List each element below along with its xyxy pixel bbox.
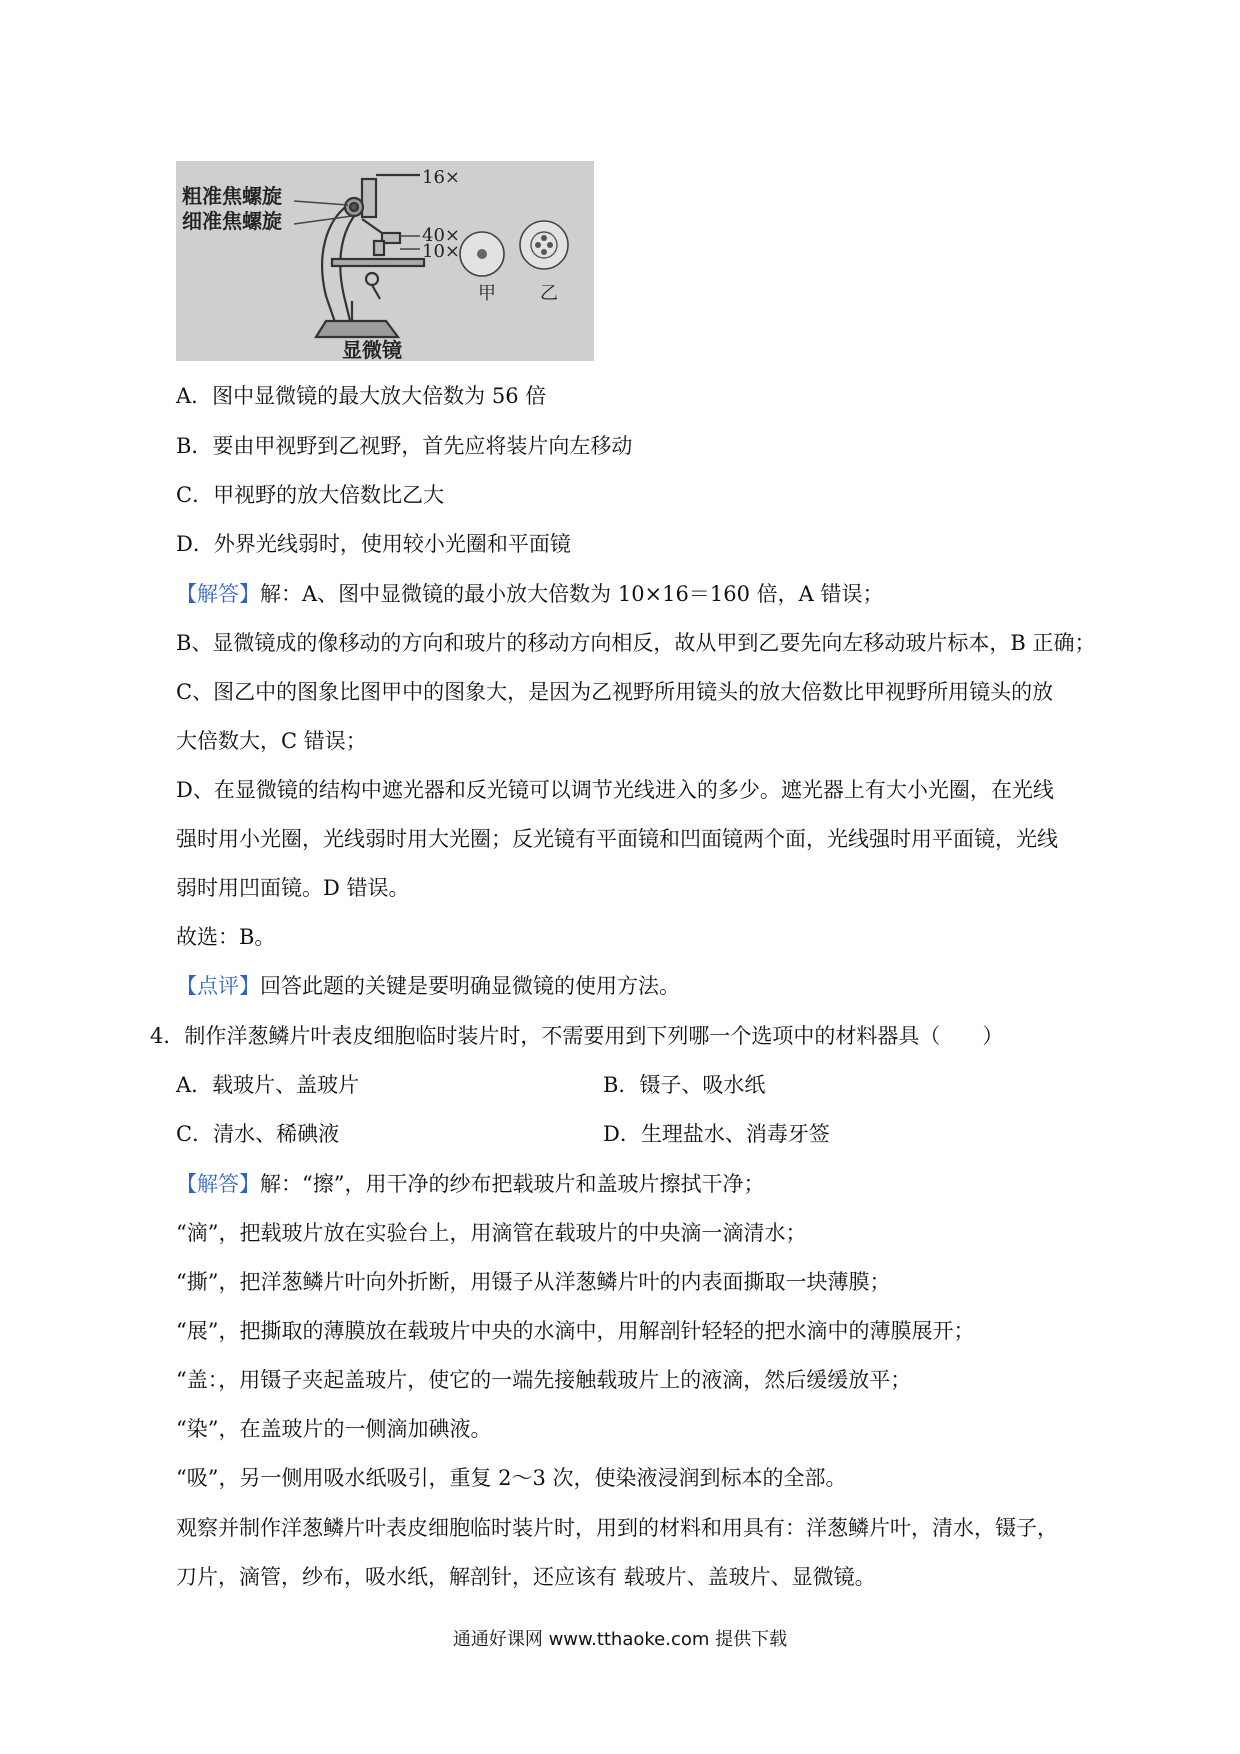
page-footer <box>0 1631 1240 1649</box>
q4-answer-line-5: “盖：，用镊子夹起盖玻片，使它的一端先接触载玻片上的液滴，然后缓缓放平； <box>176 1368 912 1392</box>
q4-answer-line-3: “撕”，把洋葱鳞片叶向外折断，用镊子从洋葱鳞片叶的内表面撕取一块薄膜； <box>176 1270 891 1294</box>
q4-answer-line-8: 观察并制作洋葱鳞片叶表皮细胞临时装片时，用到的材料和用具有：洋葱鳞片叶，清水，镊子， <box>176 1516 1058 1540</box>
q3-option-a: A．图中显微镜的最大放大倍数为 56 倍 <box>176 384 547 408</box>
q3-answer-line-1 <box>176 584 883 605</box>
q4-answer-text-1: 解：“擦”，用干净的纱布把载玻片和盖玻片擦拭干净； <box>260 1172 765 1196</box>
q3-option-d: D．外界光线弱时，使用较小光圈和平面镜 <box>176 532 571 556</box>
q4-answer-line-6: “染”，在盖玻片的一侧滴加碘液。 <box>176 1417 492 1441</box>
q4-answer-line-7: “吸”，另一侧用吸水纸吸引，重复 2～3 次，使染液浸润到标本的全部。 <box>176 1466 847 1490</box>
label-obj10: 10× <box>422 241 460 262</box>
footer-site: 通通好课网 <box>452 1629 543 1650</box>
label-eyepiece: 16× <box>422 167 460 188</box>
label-yi: 乙 <box>540 283 558 304</box>
q4-question: 4．制作洋葱鳞片叶表皮细胞临时装片时，不需要用到下列哪一个选项中的材料器具（ ） <box>150 1024 1004 1048</box>
q4-option-b: B．镊子、吸水纸 <box>603 1073 766 1097</box>
field-yi <box>520 221 568 269</box>
q3-option-b: B．要由甲视野到乙视野，首先应将装片向左移动 <box>176 434 633 458</box>
q4-answer-line-1 <box>176 1174 764 1195</box>
q4-answer-tag: 【解答】 <box>176 1172 260 1196</box>
q4-answer-line-9: 刀片，滴管，纱布，吸水纸，解剖针，还应该有 载玻片、盖玻片、显微镜。 <box>176 1565 876 1589</box>
q3-answer-text-1: 解：A、图中显微镜的最小放大倍数为 10×16＝160 倍，A 错误； <box>260 582 884 606</box>
label-fine: 细准焦螺旋 <box>182 209 282 233</box>
label-coarse: 粗准焦螺旋 <box>182 184 282 208</box>
q3-answer-tag: 【解答】 <box>176 582 260 606</box>
microscope-figure <box>176 161 594 361</box>
microscope-diagram <box>176 161 594 361</box>
q3-answer-line-3: C、图乙中的图象比图甲中的图象大，是因为乙视野所用镜头的放大倍数比甲视野所用镜头的放 <box>176 680 1054 704</box>
label-caption: 显微镜 <box>342 338 402 361</box>
label-jia: 甲 <box>478 283 496 304</box>
q4-option-d: D．生理盐水、消毒牙签 <box>603 1122 830 1146</box>
q3-answer-line-7: 弱时用凹面镜。D 错误。 <box>176 876 410 900</box>
footer-url[interactable]: www.tthaoke.com <box>548 1629 710 1650</box>
q3-comment-text: 回答此题的关键是要明确显微镜的使用方法。 <box>260 974 680 998</box>
q3-answer-line-4: 大倍数大，C 错误； <box>176 729 367 753</box>
q3-answer-line-8: 故选：B。 <box>176 925 276 949</box>
label-obj40: 40× <box>422 225 460 246</box>
q3-answer-line-6: 强时用小光圈，光线弱时用大光圈；反光镜有平面镜和凹面镜两个面，光线强时用平面镜，光线 <box>176 827 1058 851</box>
q3-comment-tag: 【点评】 <box>176 974 260 998</box>
q3-answer-line-2: B、显微镜成的像移动的方向和玻片的移动方向相反，故从甲到乙要先向左移动玻片标本，B 正确； <box>176 631 1096 655</box>
q3-answer-line-5: D、在显微镜的结构中遮光器和反光镜可以调节光线进入的多少。遮光器上有大小光圈，在光线 <box>176 778 1054 802</box>
q3-option-c: C．甲视野的放大倍数比乙大 <box>176 483 445 507</box>
q4-answer-line-4: “展”，把撕取的薄膜放在载玻片中央的水滴中，用解剖针轻轻的把水滴中的薄膜展开； <box>176 1319 975 1343</box>
q4-option-c: C．清水、稀碘液 <box>176 1122 340 1146</box>
q4-option-a: A．载玻片、盖玻片 <box>176 1073 360 1097</box>
q4-answer-line-2: “滴”，把载玻片放在实验台上，用滴管在载玻片的中央滴一滴清水； <box>176 1221 807 1245</box>
q3-comment <box>176 976 680 997</box>
footer-tail: 提供下载 <box>715 1629 788 1650</box>
